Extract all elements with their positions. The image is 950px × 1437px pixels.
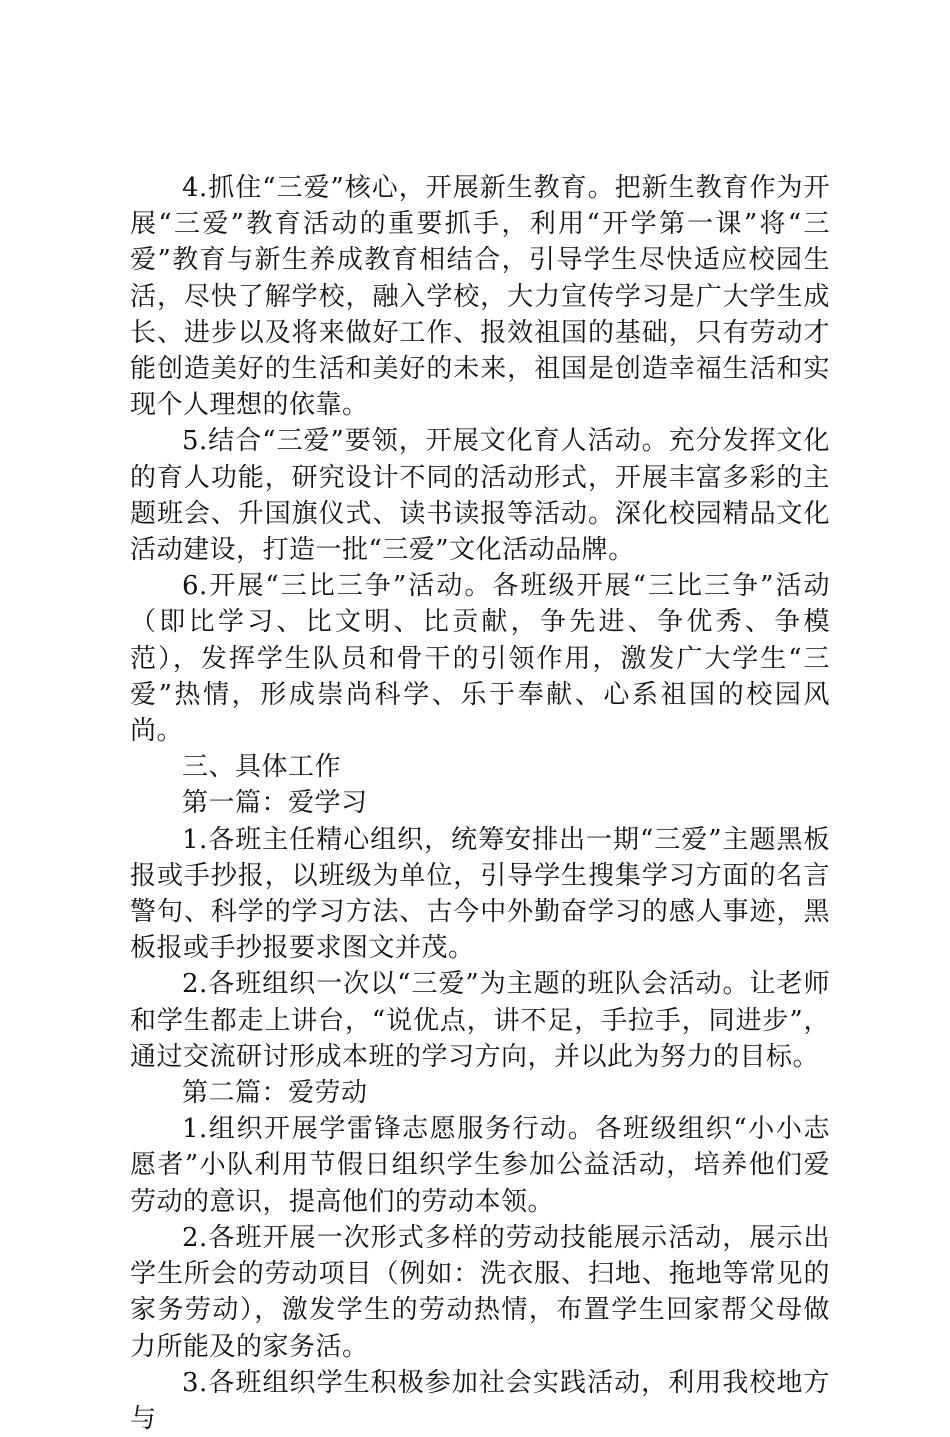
paragraph-learning-1: 1.各班主任精心组织，统筹安排出一期“三爱”主题黑板报或手抄报，以班级为单位，引导学生搜集学习方面的名言警句、科学的学习方法、古今中外勤奋学习的感人事迹，黑板报或手抄报要求图文并茂。 bbox=[130, 824, 830, 964]
document-body bbox=[130, 170, 830, 1437]
subsection-heading-love-labor: 第二篇：爱劳动 bbox=[182, 1078, 368, 1109]
paragraph-labor-3: 3.各班组织学生积极参加社会实践活动，利用我校地方与 bbox=[130, 1367, 830, 1434]
paragraph-item-5: 5.结合“三爱”要领，开展文化育人活动。充分发挥文化的育人功能，研究设计不同的活动形式，开展丰富多彩的主题班会、升国旗仪式、读书读报等活动。深化校园精品文化活动建设，打造一批“三爱”文化活动品牌。 bbox=[130, 426, 830, 566]
paragraph-learning-2: 2.各班组织一次以“三爱”为主题的班队会活动。让老师和学生都走上讲台，“说优点，讲不足，手拉手，同进步”，通过交流研讨形成本班的学习方向，并以此为努力的目标。 bbox=[130, 969, 830, 1072]
paragraph-labor-2: 2.各班开展一次形式多样的劳动技能展示活动，展示出学生所会的劳动项目（例如：洗衣服、扫地、拖地等常见的家务劳动），激发学生的劳动热情，布置学生回家帮父母做力所能及的家务活。 bbox=[130, 1222, 830, 1362]
section-heading-specific-work: 三、具体工作 bbox=[182, 752, 342, 783]
paragraph-item-4: 4.抓住“三爱”核心，开展新生教育。把新生教育作为开展“三爱”教育活动的重要抓手，利用“开学第一课”将“三爱”教育与新生养成教育相结合，引导学生尽快适应校园生活，尽快了解学校，融入学校，大力宣传学习是广大学生成长、进步以及将来做好工作、报效祖国的基础，只有劳动才能创造美好的生活和美好的未来，祖国是创造幸福生活和实现个人理想的依靠。 bbox=[130, 173, 830, 421]
subsection-heading-love-learning: 第一篇：爱学习 bbox=[182, 788, 368, 819]
paragraph-labor-1: 1.组织开展学雷锋志愿服务行动。各班级组织“小小志愿者”小队利用节假日组织学生参加公益活动，培养他们爱劳动的意识，提高他们的劳动本领。 bbox=[130, 1114, 830, 1217]
paragraph-item-6: 6.开展“三比三争”活动。各班级开展“三比三争”活动（即比学习、比文明、比贡献，争先进、争优秀、争模范），发挥学生队员和骨干的引领作用，激发广大学生“三爱”热情，形成崇尚科学、乐于奉献、心系祖国的校园风尚。 bbox=[130, 571, 830, 747]
